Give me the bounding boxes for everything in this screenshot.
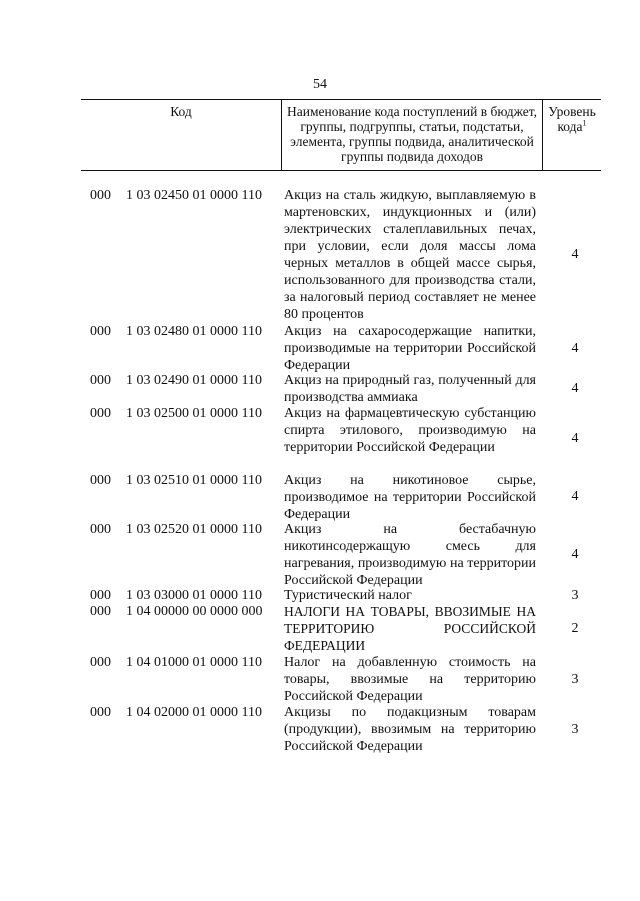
row-level: 4 xyxy=(571,489,579,504)
row-admin: 000 xyxy=(90,604,111,619)
row-level: 4 xyxy=(571,547,579,562)
row-name: Акциз на никотиновое сырье, производимое на территории Российской Федерации xyxy=(284,473,536,522)
row-admin: 000 xyxy=(90,588,111,603)
page-number: 54 xyxy=(313,77,327,92)
row-name: Акциз на сталь жидкую, выплавляемую в мартеновских, индукционных и (или) электрических сталеплавильных печах, при условии, если доля массы лома черных металлов в общей массе сырья, использованного для производства стали, за налоговый период составляет не менее 80 процентов xyxy=(284,188,536,322)
row-code: 1 03 02500 01 0000 110 xyxy=(126,406,262,421)
row-level: 4 xyxy=(571,381,579,396)
row-code: 1 03 02490 01 0000 110 xyxy=(126,373,262,388)
row-level: 4 xyxy=(571,341,579,356)
header-name: Наименование кода поступлений в бюджет, группы, подгруппы, статьи, подстатьи, элемента, группы подвида, аналитической группы подвида доходов xyxy=(281,100,543,170)
row-name: Акциз на природный газ, полученный для производства аммиака xyxy=(284,373,536,405)
row-code: 1 03 02520 01 0000 110 xyxy=(126,522,262,537)
header-code: Код xyxy=(170,104,192,119)
table-header xyxy=(81,99,601,171)
row-code: 1 03 02480 01 0000 110 xyxy=(126,324,262,339)
row-code: 1 03 03000 01 0000 110 xyxy=(126,588,262,603)
row-admin: 000 xyxy=(90,655,111,670)
row-name: НАЛОГИ НА ТОВАРЫ, ВВОЗИМЫЕ НА ТЕРРИТОРИЮ РОССИЙСКОЙ ФЕДЕРАЦИИ xyxy=(284,604,536,653)
row-admin: 000 xyxy=(90,324,111,339)
row-level: 4 xyxy=(571,247,579,262)
row-name: Налог на добавленную стоимость на товары, ввозимые на территорию Российской Федерации xyxy=(284,655,536,704)
row-admin: 000 xyxy=(90,188,111,203)
row-name: Акциз на сахаросодержащие напитки, производимые на территории Российской Федерации xyxy=(284,324,536,373)
row-admin: 000 xyxy=(90,406,111,421)
row-level: 4 xyxy=(571,431,579,446)
row-code: 1 04 01000 01 0000 110 xyxy=(126,655,262,670)
row-admin: 000 xyxy=(90,373,111,388)
row-level: 3 xyxy=(571,722,579,737)
row-level: 3 xyxy=(571,672,579,687)
row-name: Туристический налог xyxy=(284,588,412,603)
row-admin: 000 xyxy=(90,522,111,537)
header-level-label: Уровень кода xyxy=(548,104,596,134)
row-code: 1 03 02450 01 0000 110 xyxy=(126,188,262,203)
row-level: 2 xyxy=(571,621,579,636)
row-name: Акцизы по подакцизным товарам (продукции), ввозимым на территорию Российской Федерации xyxy=(284,705,536,754)
header-level-footnote: 1 xyxy=(582,118,587,128)
row-admin: 000 xyxy=(90,473,111,488)
row-name: Акциз на бестабачную никотинсодержащую смесь для нагревания, производимую на территории Российской Федерации xyxy=(284,522,536,588)
row-code: 1 03 02510 01 0000 110 xyxy=(126,473,262,488)
row-code: 1 04 02000 01 0000 110 xyxy=(126,705,262,720)
row-admin: 000 xyxy=(90,705,111,720)
row-level: 3 xyxy=(571,588,579,603)
row-code: 1 04 00000 00 0000 000 xyxy=(126,604,263,619)
row-name: Акциз на фармацевтическую субстанцию спирта этилового, производимую на территории Российской Федерации xyxy=(284,406,536,455)
header-level xyxy=(543,100,601,170)
